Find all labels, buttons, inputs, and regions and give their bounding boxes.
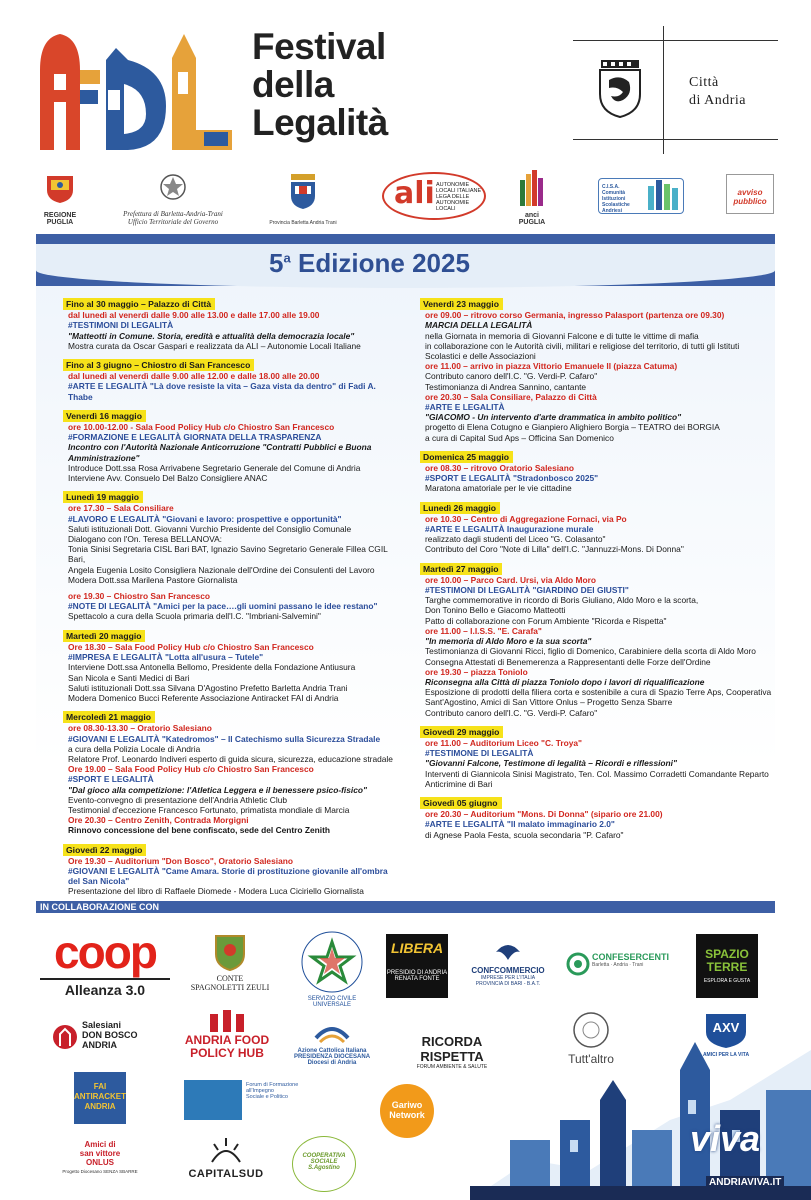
event-line: #ARTE E LEGALITÀ Inaugurazione murale <box>425 524 594 535</box>
program-right-column <box>425 298 775 848</box>
event-line: ore 09.00 – ritrovo corso Germania, ingresso Palasport (partenza ore 09.30) <box>425 310 725 321</box>
event-line: Introduce Dott.ssa Rosa Arrivabene Segretario Generale del Comune di Andria <box>68 462 361 473</box>
event-line: ore 10.30 – Centro di Aggregazione Fornaci, via Po <box>425 513 627 524</box>
san-vittore-logo <box>52 1140 148 1174</box>
sanvittore-sub: Progetto Diocesano SENZA SBARRE <box>62 1169 138 1174</box>
confcommercio-caption: IMPRESE PER L'ITALIA PROVINCIA DI BARI - B.A.T. <box>475 975 541 987</box>
event-line: #IMPRESA E LEGALITÀ "Lotta all'usura – Tutele" <box>68 652 264 663</box>
axv-caption: AMICI PER LA VITA <box>702 1052 750 1058</box>
event-line: Anticrimine di Bari <box>425 778 493 789</box>
italian-emblem-icon <box>159 172 187 202</box>
azione-cattolica-icon <box>312 1018 352 1046</box>
event-line: nella Giornata in memoria di Giovanni Falcone e di tutte le vittime di mafia <box>425 330 699 341</box>
partner-caption: Prefettura di Barletta-Andria-Trani Ufficio Territoriale del Governo <box>123 210 223 226</box>
event-line: #GIOVANI E LEGALITÀ "Katedromos" – Il Catechismo sulla Sicurezza Stradale <box>68 733 381 744</box>
event-date: Lunedì 19 maggio <box>63 491 143 503</box>
event-line: a cura di Capital Sud Aps – Officina San Domenico <box>425 432 614 443</box>
prefettura-logo <box>108 168 238 228</box>
event-line: ore 11.00 – Auditorium Liceo "C. Troya" <box>425 737 583 748</box>
event-line: Relatore Prof. Leonardo Indiveri esperto di guida sicura, sicurezza, educazione stradale <box>68 753 393 764</box>
conte-crest-icon <box>212 932 248 972</box>
fai-caption: FAI ANTIRACKET ANDRIA <box>74 1082 126 1111</box>
event-block <box>68 298 398 351</box>
event-line: Don Tonino Bello e Giacomo Matteotti <box>425 605 566 616</box>
city-skyline-illustration-icon <box>470 1010 811 1200</box>
event-line: #TESTIMONE DI LEGALITÀ <box>425 748 534 759</box>
event-line: in collaborazione con le Autorità civili, militari e religiose del territorio, di tutti gli Istituti <box>425 340 740 351</box>
citta-di-andria-logo <box>573 40 778 140</box>
event-line: Maratona amatoriale per le vie cittadine <box>425 483 572 494</box>
event-line: #TESTIMONI DI LEGALITÀ <box>68 320 174 331</box>
event-line: Riconsegna alla Città di piazza Toniolo dopo i lavori di riqualificazione <box>425 676 705 687</box>
frame-vertical-line <box>663 26 664 154</box>
provincia-crest-icon <box>289 174 317 210</box>
festival-fdl-logo-icon <box>36 30 236 150</box>
confesercenti-caption: Barletta · Andria · Trani <box>592 962 644 968</box>
event-block <box>68 491 398 621</box>
event-line: ore 08.30-13.30 – Oratorio Salesiano <box>68 723 212 734</box>
event-line: ore 11.00 – I.I.S.S. "E. Carafa" <box>425 625 542 636</box>
forum-caption: Forum di Formazione all'Impegno Sociale e Politico <box>246 1082 299 1100</box>
forum-formazione-text <box>246 1082 316 1100</box>
event-date: Mercoledì 21 maggio <box>63 711 155 723</box>
event-date: Giovedì 22 maggio <box>63 844 146 856</box>
city-line-2: di Andria <box>689 93 746 108</box>
event-line: ore 10.00-12.00 - Sala Food Policy Hub c/o Chiostro San Francesco <box>68 422 335 433</box>
event-line: Modera Dott.ssa Marilena Pastore Giornalista <box>68 574 238 585</box>
event-line: #SPORT E LEGALITÀ <box>68 774 154 785</box>
event-line: #GIOVANI E LEGALITÀ "Came Amara. Storie di prostituzione giovanile all'ombra del San Nicola" <box>68 865 388 887</box>
provincia-bat-logo <box>268 168 338 228</box>
event-line: "In memoria di Aldo Moro e la sua scorta" <box>425 636 592 647</box>
event-line: Saluti istituzionali Dott. Giovanni Vurchio Presidente del Consiglio Comunale <box>68 523 352 534</box>
event-line: Interviene Dott.ssa Antonella Bellomo, Presidente della Fondazione Antiusura <box>68 662 356 673</box>
event-line: Spettacolo a cura della Scuola primaria dell'I.C. "Imbriani-Salvemini" <box>68 611 321 622</box>
event-date: Giovedì 29 maggio <box>420 726 503 738</box>
event-block <box>425 563 775 718</box>
collaboration-bar <box>36 901 775 913</box>
event-block <box>68 711 398 835</box>
capitalsud-sun-icon <box>206 1136 246 1166</box>
andria-food-policy-hub-logo <box>184 1010 270 1060</box>
event-block <box>68 630 398 703</box>
conte-caption: CONTE SPAGNOLETTI ZEULI <box>190 974 270 992</box>
capitalsud-logo <box>186 1136 266 1180</box>
event-line: Consegna Attestati di Benemerenza a Rappresentanti delle Forze dell'Ordine <box>425 656 711 667</box>
partner-caption: AUTONOMIE LOCALI ITALIANE LEGA DELLE AUTONOMIE LOCALI <box>436 182 482 212</box>
event-line: ore 20.30 – Sala Consiliare, Palazzo di Città <box>425 391 597 402</box>
partner-caption: anci PUGLIA <box>518 212 546 226</box>
event-line: Testimonianza di Andrea Sannino, cantante <box>425 381 587 392</box>
salesiani-caption: Salesiani DON BOSCO ANDRIA <box>82 1020 138 1050</box>
sant-agostino-logo <box>292 1136 356 1192</box>
servizio-caption: SERVIZIO CIVILE UNIVERSALE <box>307 996 357 1008</box>
libera-caption: PRESIDIO DI ANDRIA RENATA FONTE <box>386 970 448 982</box>
confesercenti-logo <box>566 952 670 968</box>
cisa-towers-icon <box>646 180 680 210</box>
salesiani-mark-icon <box>52 1022 78 1052</box>
forum-formazione-logo <box>184 1080 242 1120</box>
event-line: ore 19.30 – Chiostro San Francesco <box>68 591 210 602</box>
sanvittore-caption: Amici di san vittore ONLUS <box>79 1140 121 1167</box>
event-line: #SPORT E LEGALITÀ "Stradonbosco 2025" <box>425 473 599 484</box>
poster-header <box>0 0 811 165</box>
coop-logo <box>40 928 170 998</box>
event-line: #ARTE E LEGALITÀ "Là dove resiste la vita – Gaza vista da dentro" di Fadi A. Thabe <box>68 381 376 402</box>
event-line: Targhe commemorative in ricordo di Boris Giuliano, Aldo Moro e la scorta, <box>425 595 699 606</box>
ricorda-wordmark: RICORDA RISPETTA <box>420 1034 484 1064</box>
spazio-terre-logo <box>696 934 758 998</box>
event-date: Giovedì 05 giugno <box>420 797 502 809</box>
tuttaltro-wordmark: Tutt'altro <box>568 1052 614 1066</box>
azione-caption: Azione Cattolica Italiana PRESIDENZA DIOCESANA Diocesi di Andria <box>293 1048 371 1066</box>
event-date: Venerdì 23 maggio <box>420 298 503 310</box>
event-line: ore 11.00 – arrivo in piazza Vittorio Emanuele II (piazza Catuma) <box>425 361 678 372</box>
event-block <box>425 502 775 555</box>
event-line: ore 08.30 – ritrovo Oratorio Salesiano <box>425 463 574 474</box>
partner-caption: C.I.S.A. Comunità Istituzioni Scolastiche Andriesi <box>602 184 630 214</box>
frame-top-line <box>573 40 778 41</box>
event-line: Dialogano con l'On. Teresa BELLANOVA: <box>68 534 222 545</box>
event-line: Patto di collaborazione con Forum Ambiente "Ricorda e Rispetta" <box>425 615 667 626</box>
servizio-civile-logo <box>296 930 368 1008</box>
event-line: ore 20.30 – Auditorium "Mons. Di Donna" (sipario ore 21.00) <box>425 809 663 820</box>
azione-cattolica-logo <box>288 1018 376 1066</box>
event-line: "GIACOMO - Un intervento d'arte drammatica in ambito politico" <box>425 412 682 423</box>
event-line: Mostra curata da Oscar Gaspari e realizzata da ALI – Autonomie Locali Italiane <box>68 340 361 351</box>
partner-caption: REGIONE PUGLIA <box>43 212 77 226</box>
event-line: progetto di Elena Cotugno e Gianpiero Alighiero Borgia – TEATRO dei BORGIA <box>425 422 720 433</box>
cisa-logo <box>598 168 684 228</box>
event-line: Esposizione di prodotti della filiera corta e sostenibile a cura di Spazio Terre Aps, Cooperativa <box>425 687 772 698</box>
event-line: Tonia Sinisi Segretaria CISL Bari BAT, Ignazio Savino Segretario Generale Fillea CGIL Bari, <box>68 544 388 565</box>
viva-watermark: viva <box>690 1118 761 1159</box>
andria-crest-icon <box>597 60 643 118</box>
regione-puglia-logo <box>30 168 90 228</box>
ali-mark-icon: ali <box>394 176 435 211</box>
libera-logo <box>386 934 448 998</box>
salesiani-logo <box>52 1020 142 1050</box>
event-line: Scolastici e delle Associazioni <box>425 351 536 362</box>
libera-wordmark: LIBERA <box>390 940 444 956</box>
title-line-2: della <box>252 64 334 105</box>
confcommercio-eagle-icon <box>494 940 522 964</box>
event-line: Incontro con l'Autorità Nazionale Anticorruzione "Contratti Pubblici e Buona Amministrazione" <box>68 442 372 463</box>
event-date: Fino al 3 giugno – Chiostro di San Francesco <box>63 359 254 371</box>
event-line: #ARTE E LEGALITÀ <box>425 402 505 413</box>
event-line: Contributo del Coro "Note di Lilla" dell'I.C. "Jannuzzi-Mons. Di Donna" <box>425 544 684 555</box>
event-line: a cura della Polizia Locale di Andria <box>68 743 201 754</box>
edition-title <box>0 248 739 279</box>
event-block <box>68 410 398 483</box>
program-left-column <box>68 298 398 905</box>
title-line-1: Festival <box>252 26 386 67</box>
servizio-civile-star-icon <box>300 930 364 994</box>
event-line: Evento-convegno di presentazione dell'Andria Athletic Club <box>68 794 288 805</box>
edition-sup: a <box>283 250 291 266</box>
event-line: Ore 18.30 – Sala Food Policy Hub c/o Chiostro San Francesco <box>68 641 314 652</box>
anci-bars-icon <box>518 170 546 206</box>
event-block <box>425 797 775 840</box>
event-line: #TESTIMONI DI LEGALITÀ "GIARDINO DEI GIUSTI" <box>425 585 629 596</box>
event-date: Lunedì 26 maggio <box>420 502 500 514</box>
partner-logos-row <box>30 168 780 228</box>
event-date: Fino al 30 maggio – Palazzo di Città <box>63 298 215 310</box>
regione-puglia-crest-icon <box>45 172 75 204</box>
event-line: realizzato dagli studenti del Liceo "G. Colasanto" <box>425 534 606 545</box>
partner-caption: Provincia Barletta Andria Trani <box>269 220 337 226</box>
confesercenti-wordmark: CONFESERCENTI <box>592 952 670 962</box>
event-date: Martedì 27 maggio <box>420 563 502 575</box>
food-hub-towers-icon <box>206 1010 248 1032</box>
event-line: Presentazione del libro di Raffaele Diomede - Modera Luca Ciciriello Giornalista <box>68 886 364 897</box>
event-block <box>68 844 398 897</box>
event-line: ore 10.00 – Parco Card. Ursi, via Aldo Moro <box>425 574 596 585</box>
food-hub-caption: ANDRIA FOOD POLICY HUB <box>184 1033 270 1060</box>
event-block <box>425 451 775 494</box>
event-line: ore 17.30 – Sala Consiliare <box>68 503 174 514</box>
event-line: "Giovanni Falcone, Testimone di legalità – Ricordi e riflessioni" <box>425 758 677 769</box>
event-line: Sant'Agostino, Amici di San Vittore Onlus – Progetto Senza Sbarre <box>425 697 673 708</box>
coop-wordmark: coop <box>54 926 156 978</box>
event-line: Angela Eugenia Losito Consigliera Nazionale dell'Ordine dei Consulenti del Lavoro <box>68 564 375 575</box>
event-line: #FORMAZIONE E LEGALITÀ GIORNATA DELLA TRASPARENZA <box>68 432 322 443</box>
event-line: Modera Domenico Bucci Referente Associazione Antiracket FAI di Andria <box>68 692 339 703</box>
event-line: Interventi di Giannicola Sinisi Magistrato, Ten. Col. Massimo Corradetti Comandante Reparto <box>425 768 769 779</box>
event-date: Martedì 20 maggio <box>63 630 145 642</box>
event-block <box>68 359 398 402</box>
frame-bottom-line <box>573 139 778 140</box>
event-line: #LAVORO E LEGALITÀ "Giovani e lavoro: prospettive e opportunità" <box>68 513 342 524</box>
event-block <box>425 726 775 789</box>
avviso-pubblico-logo <box>726 168 774 228</box>
collaboration-label: IN COLLABORAZIONE CON <box>40 902 159 912</box>
confcommercio-logo <box>462 940 554 987</box>
spazio-wordmark: SPAZIO TERRE <box>705 947 749 974</box>
gariwo-caption: Gariwo Network <box>389 1100 425 1120</box>
event-line: ore 19.30 – piazza Toniolo <box>425 666 528 677</box>
event-date: Domenica 25 maggio <box>420 451 513 463</box>
spazio-caption: ESPLORA E GUSTA <box>703 978 751 984</box>
conte-spagnoletti-logo <box>182 932 278 992</box>
event-line: Contributo canoro dell'I.C. "G. Verdi-P. Cafaro" <box>425 707 598 718</box>
event-line: Interviene Avv. Consuelo Del Balzo Consigliere ANAC <box>68 473 268 484</box>
axv-wordmark: AXV <box>712 1020 740 1035</box>
event-line: #NOTE DI LEGALITÀ "Amici per la pace….gli uomini passano le idee restano" <box>68 601 378 612</box>
agostino-caption: COOPERATIVA SOCIALE S.Agostino <box>302 1153 346 1171</box>
event-line: dal lunedì al venerdì dalle 9.00 alle 12.00 e dalle 18.00 alle 20.00 <box>68 371 320 382</box>
edition-number: 5 <box>269 248 284 278</box>
event-line: di Agnese Paola Festa, scuola secondaria "P. Cafaro" <box>425 829 624 840</box>
ali-logo <box>382 168 486 228</box>
edition-text: Edizione 2025 <box>290 248 470 278</box>
event-line: #ARTE E LEGALITÀ "Il malato immaginario 2.0" <box>425 819 615 830</box>
event-line: Rinnovo concessione del bene confiscato, sede del Centro Zenith <box>68 825 331 836</box>
event-line: Ore 19.00 – Sala Food Policy Hub c/o Chiostro San Francesco <box>68 764 314 775</box>
partner-caption: avviso pubblico <box>733 188 767 206</box>
confcommercio-wordmark: CONFCOMMERCIO <box>471 966 545 975</box>
event-line: Saluti istituzionali Dott.ssa Silvana D'Agostino Prefetto Barletta Andria Trani <box>68 682 348 693</box>
city-name <box>689 74 746 110</box>
confesercenti-ring-icon <box>566 952 590 976</box>
viva-url: ANDRIAVIVA.IT <box>706 1176 784 1189</box>
event-line: Contributo canoro dell'I.C. "G. Verdi-P. Cafaro" <box>425 371 598 382</box>
event-date: Venerdì 16 maggio <box>63 410 146 422</box>
gariwo-logo <box>380 1084 434 1138</box>
event-line: dal lunedì al venerdì dalle 9.00 alle 13.00 e dalle 17.00 alle 19.00 <box>68 310 320 321</box>
ricorda-caption: FORUM AMBIENTE & SALUTE <box>416 1064 488 1070</box>
event-line: Ore 20.30 – Centro Zenith, Contrada Morgigni <box>68 815 249 826</box>
city-line-1: Città <box>689 75 719 90</box>
coop-subtitle: Alleanza 3.0 <box>40 978 170 998</box>
event-line: Ore 19.30 – Auditorium "Don Bosco", Oratorio Salesiano <box>68 855 293 866</box>
event-line: San Nicola e Santi Medici di Bari <box>68 672 190 683</box>
title-line-3: Legalità <box>252 102 388 143</box>
fai-antiracket-logo <box>74 1072 126 1124</box>
anci-puglia-logo <box>514 168 550 228</box>
event-line: MARCIA DELLA LEGALITÀ <box>425 320 533 331</box>
capitalsud-wordmark: CAPITALSUD <box>188 1168 264 1180</box>
event-line: "Matteotti in Comune. Storia, eredità e attualità della democrazia locale" <box>68 330 355 341</box>
event-line: Testimonianza di Giovanni Ricci, figlio di Domenico, Carabiniere della scorta di Aldo Moro <box>425 646 756 657</box>
event-line: Testimonial d'eccezione Francesco Fortunato, primatista mondiale di Marcia <box>68 804 350 815</box>
event-block <box>425 298 775 443</box>
festival-title <box>252 28 388 142</box>
event-line: "Dal gioco alla competizione: l'Atletica Leggera e il benessere psico-fisico" <box>68 784 367 795</box>
